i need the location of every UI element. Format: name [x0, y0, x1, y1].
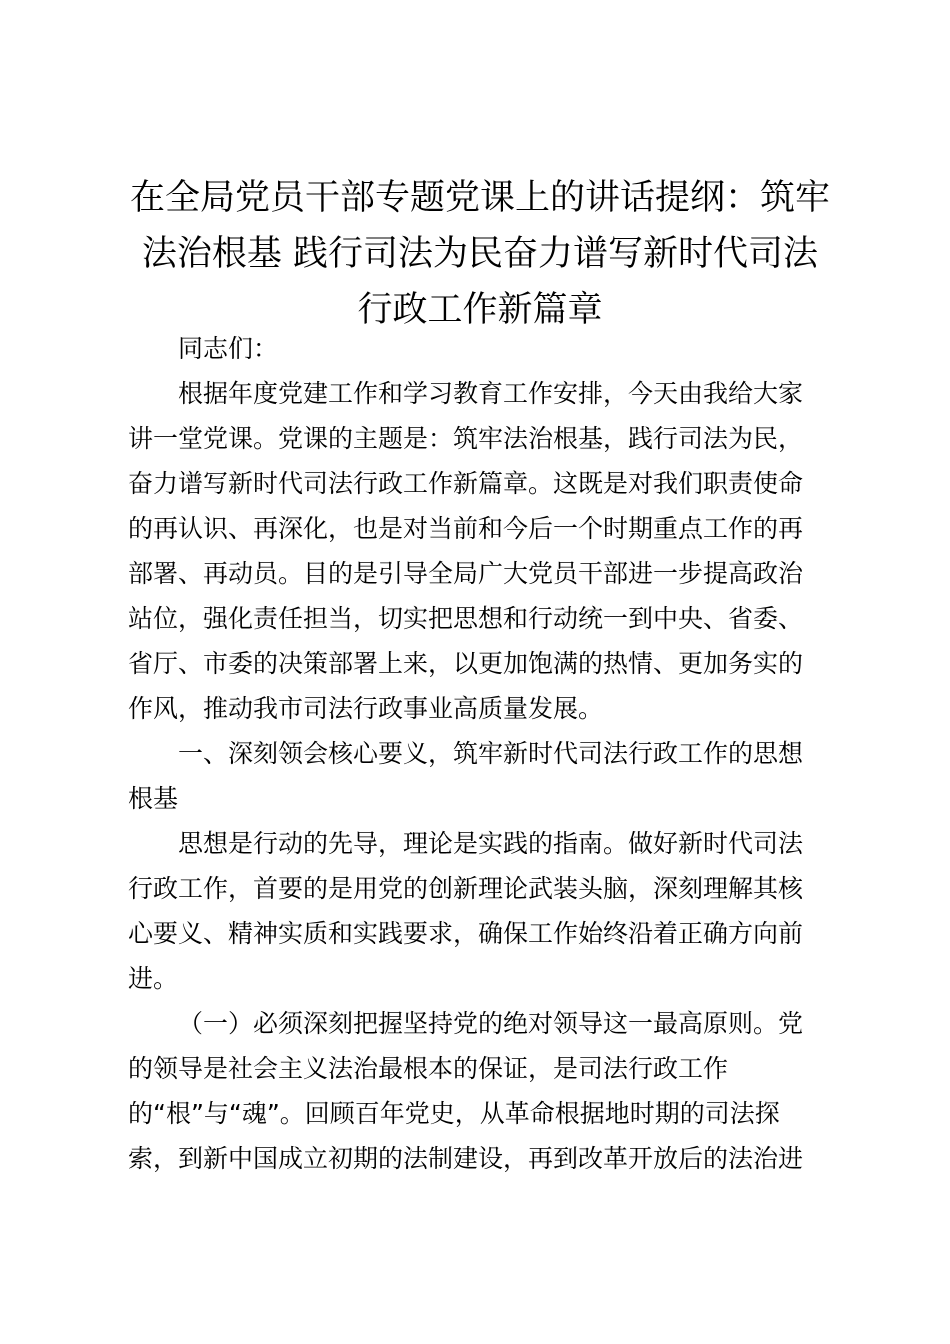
paragraph [128, 371, 820, 731]
paragraph-line: 的再认识、再深化，也是对当前和今后一个时期重点工作的再 [128, 514, 804, 543]
paragraph-line: 心要义、精神实质和实践要求，确保工作始终沿着正确方向前 [128, 919, 804, 948]
paragraph-line: 部署、再动员。目的是引导全局广大党员干部进一步提高政治 [128, 559, 804, 588]
paragraph [128, 1001, 820, 1181]
title-line: 法治根基 践行司法为民奋力谱写新时代司法 [141, 234, 819, 274]
section-heading [128, 731, 820, 821]
paragraph-line: 站位，强化责任担当，切实把思想和行动统一到中央、省委、 [128, 604, 804, 633]
paragraph-line: 索，到新中国成立初期的法制建设，再到改革开放后的法治进 [128, 1144, 804, 1173]
heading-line: 一、深刻领会核心要义，筑牢新时代司法行政工作的思想 [178, 739, 804, 768]
paragraph-line: 奋力谱写新时代司法行政工作新篇章。这既是对我们职责使命 [128, 469, 804, 498]
paragraph-line: 思想是行动的先导，理论是实践的指南。做好新时代司法 [178, 829, 804, 858]
paragraph-line: 行政工作，首要的是用党的创新理论武装头脑，深刻理解其核 [128, 874, 804, 903]
paragraph-line: 的“根”与“魂”。回顾百年党史，从革命根据地时期的司法探 [128, 1099, 780, 1128]
salutation: 同志们： [178, 334, 279, 363]
title-line: 行政工作新篇章 [357, 290, 603, 330]
paragraph-line: 根据年度党建工作和学习教育工作安排，今天由我给大家 [178, 379, 804, 408]
title-line: 在全局党员干部专题党课上的讲话提纲：筑牢 [129, 178, 830, 218]
paragraph-line: （一）必须深刻把握坚持党的绝对领导这一最高原则。党 [178, 1009, 804, 1038]
paragraph-line: 的领导是社会主义法治最根本的保证，是司法行政工作 [128, 1054, 729, 1083]
paragraph [128, 821, 820, 1001]
paragraph-line: 进。 [128, 964, 179, 993]
paragraph-line: 省厅、市委的决策部署上来，以更加饱满的热情、更加务实的 [128, 649, 804, 678]
paragraph-line: 讲一堂党课。党课的主题是：筑牢法治根基，践行司法为民， [128, 424, 804, 453]
document-title [110, 170, 850, 338]
document-body [128, 326, 820, 1181]
paragraph-line: 作风，推动我市司法行政事业高质量发展。 [128, 694, 604, 723]
heading-line: 根基 [128, 784, 179, 813]
